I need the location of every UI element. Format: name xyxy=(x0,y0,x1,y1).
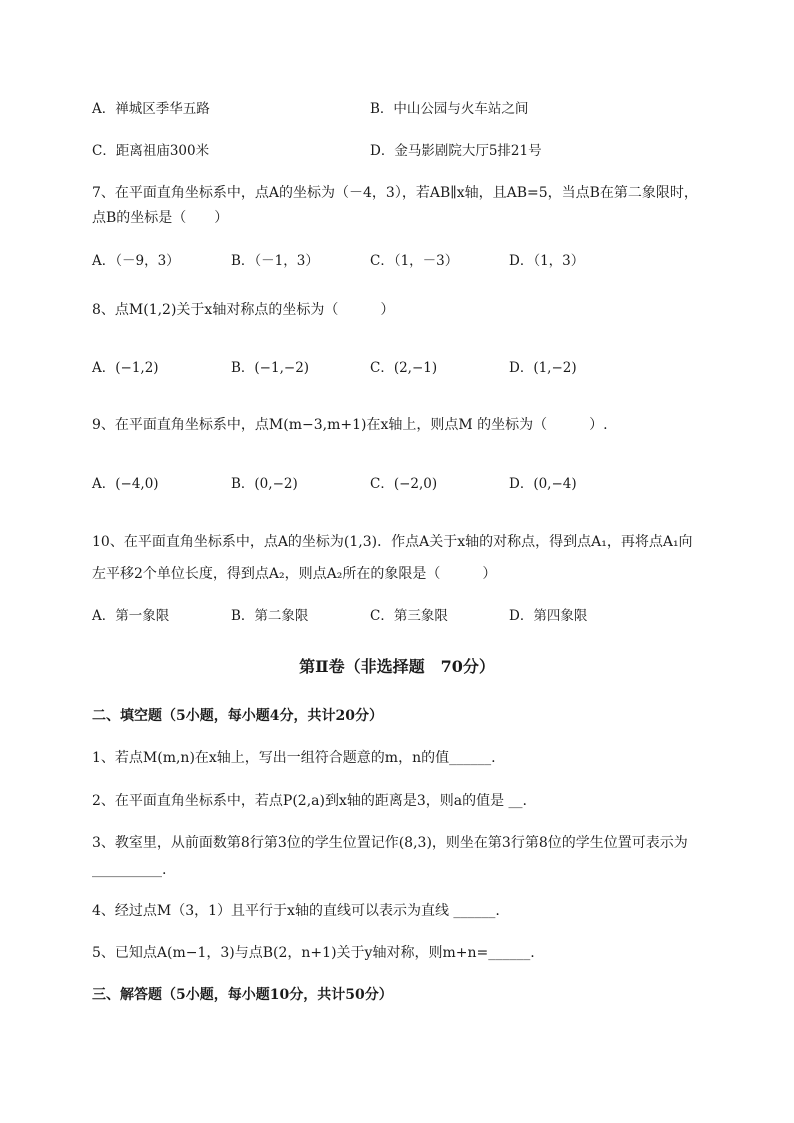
q7-line2: 点B的坐标是（ ） xyxy=(92,210,229,226)
fill-blank-heading: 二、填空题（5小题，每小题4分，共计20分） xyxy=(92,708,383,724)
q9-option-c: C．(−2,0) xyxy=(370,476,438,492)
q10-line2: 左平移2个单位长度，得到点A₂，则点A₂所在的象限是（ ） xyxy=(92,566,497,582)
q8-text: 8、点M(1,2)关于x轴对称点的坐标为（ ） xyxy=(92,302,395,318)
q6-option-b: B．中山公园与火车站之间 xyxy=(370,101,529,117)
q8-option-c: C．(2,−1) xyxy=(370,360,438,376)
q6-option-d: D．金马影剧院大厅5排21号 xyxy=(370,143,542,159)
q7-option-b: B．（－1，3） xyxy=(231,253,319,269)
q10-option-b: B．第二象限 xyxy=(231,608,309,624)
part2-title: 第Ⅱ卷（非选择题 70分） xyxy=(299,657,495,676)
fill-item-5: 5、已知点A(m−1，3)与点B(2，n+1)关于y轴对称，则m+n=______. xyxy=(92,945,535,961)
answer-heading: 三、解答题（5小题，每小题10分，共计50分） xyxy=(92,987,393,1003)
fill-item-2: 2、在平面直角坐标系中，若点P(2,a)到x轴的距离是3，则a的值是 __. xyxy=(92,793,528,809)
fill-item-3: 3、教室里，从前面数第8行第3位的学生位置记作(8,3)，则坐在第3行第8位的学生位置可表示为 xyxy=(92,835,688,851)
q9-option-b: B．(0,−2) xyxy=(231,476,298,492)
q10-option-a: A．第一象限 xyxy=(92,608,170,624)
q10-option-c: C．第三象限 xyxy=(370,608,448,624)
q8-option-d: D．(1,−2) xyxy=(509,360,577,376)
q10-option-d: D．第四象限 xyxy=(509,608,588,624)
q7-option-d: D．（1，3） xyxy=(509,253,585,269)
q7-line1: 7、在平面直角坐标系中，点A的坐标为（－4，3），若AB∥x轴，且AB=5，当点B在第二象限时， xyxy=(92,185,698,201)
q9-option-d: D．(0,−4) xyxy=(509,476,577,492)
q8-option-a: A．(−1,2) xyxy=(92,360,159,376)
fill-item-3-blank: __________. xyxy=(92,862,167,878)
q9-text: 9、在平面直角坐标系中，点M(m−3,m+1)在x轴上，则点M 的坐标为（ ）. xyxy=(92,417,608,433)
q9-option-a: A．(−4,0) xyxy=(92,476,159,492)
q6-option-c: C．距离祖庙300米 xyxy=(92,143,210,159)
q8-option-b: B．(−1,−2) xyxy=(231,360,310,376)
q7-option-a: A．（－9，3） xyxy=(92,253,180,269)
q6-option-a: A．禅城区季华五路 xyxy=(92,101,210,117)
q7-option-c: C．（1，－3） xyxy=(370,253,459,269)
q10-line1: 10、在平面直角坐标系中，点A的坐标为(1,3)．作点A关于x轴的对称点，得到点A₁，再将点A₁向 xyxy=(92,534,693,550)
fill-item-1: 1、若点M(m,n)在x轴上，写出一组符合题意的m，n的值______. xyxy=(92,750,496,766)
fill-item-4: 4、经过点M（3，1）且平行于x轴的直线可以表示为直线 ______. xyxy=(92,903,500,919)
